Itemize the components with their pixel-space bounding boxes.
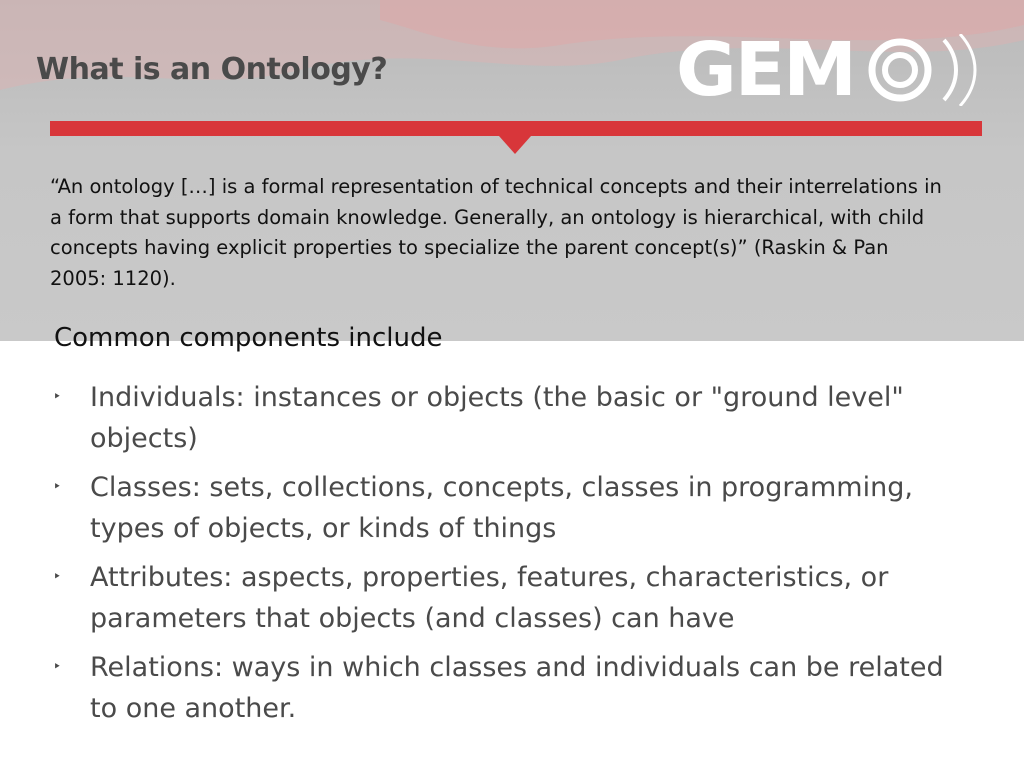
components-list <box>50 377 970 737</box>
components-subheading: Common components include <box>54 323 443 353</box>
list-item <box>50 557 970 639</box>
title-divider <box>50 121 982 136</box>
list-item <box>50 377 970 459</box>
list-item-text: Attributes: aspects, properties, features, characteristics, or parameters that objects (and classes) can have <box>90 562 889 634</box>
list-item-text: Individuals: instances or objects (the basic or "ground level" objects) <box>90 382 904 454</box>
ontology-definition-quote: “An ontology […] is a formal representation of technical concepts and their interrelations in a form that supports domain knowledge. Generally, an ontology is hierarchical, with child concepts having explicit properties to specialize the parent concept(s)” (Raskin & Pan 2005: 1120). <box>50 175 942 290</box>
bullet-marker-icon: ‣ <box>53 569 62 585</box>
list-item <box>50 467 970 549</box>
logo-text: GEM <box>676 27 855 113</box>
list-item-text: Classes: sets, collections, concepts, classes in programming, types of objects, or kinds of things <box>90 472 913 544</box>
header-band <box>0 0 1024 341</box>
bullet-marker-icon: ‣ <box>53 659 62 675</box>
bullet-marker-icon: ‣ <box>53 389 62 405</box>
bullet-marker-icon: ‣ <box>53 479 62 495</box>
list-item <box>50 647 970 729</box>
divider-notch <box>499 136 531 154</box>
gem-logo <box>676 27 986 113</box>
list-item-text: Relations: ways in which classes and individuals can be related to one another. <box>90 652 944 724</box>
slide-title: What is an Ontology? <box>36 52 388 87</box>
concentric-circles-signal-icon <box>860 34 986 106</box>
